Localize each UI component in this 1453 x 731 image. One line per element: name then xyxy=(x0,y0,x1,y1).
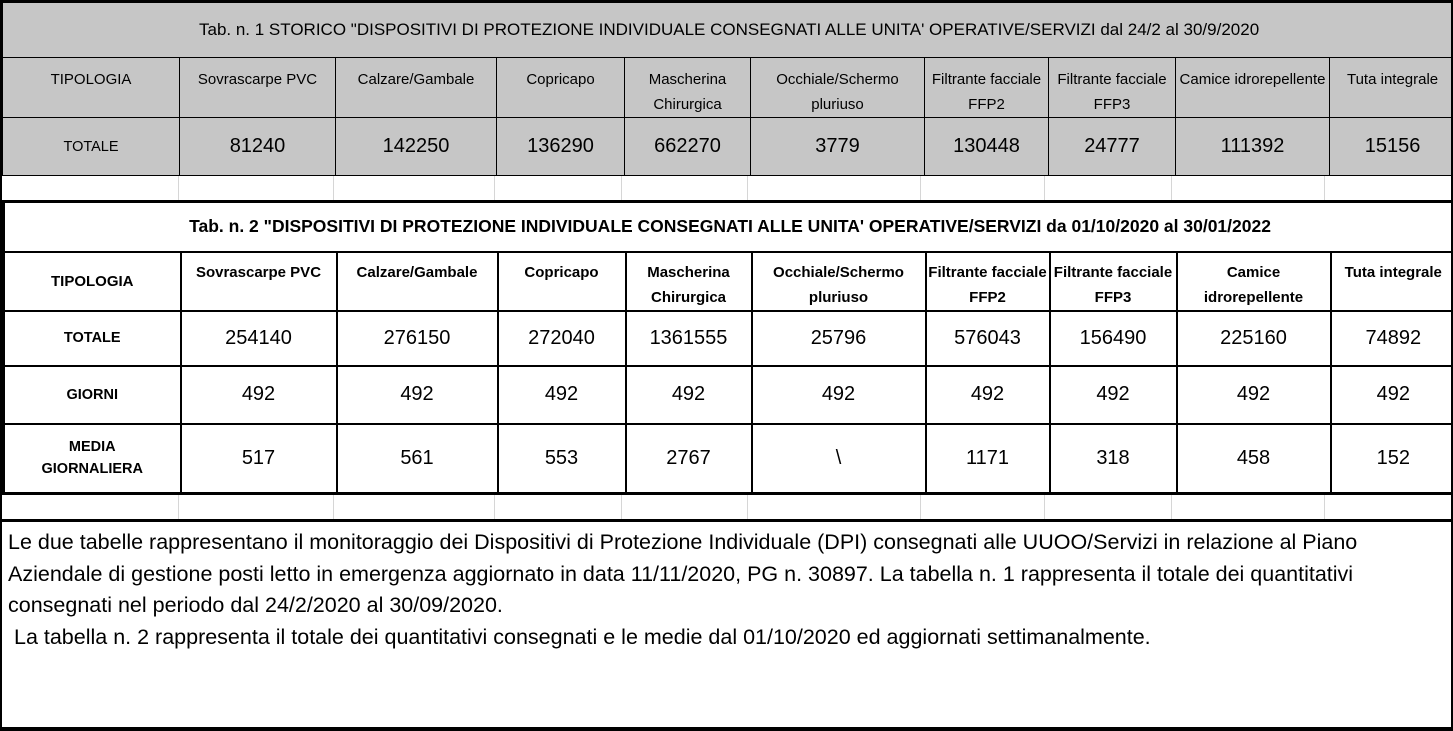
header-cell: Filtrante facciale FFP3 xyxy=(1050,252,1177,311)
header-cell: Calzare/Gambale xyxy=(337,252,498,311)
header-cell: Mascherina Chirurgica xyxy=(626,252,752,311)
header-cell: Filtrante facciale FFP2 xyxy=(925,58,1049,118)
row-label-media-giornaliera: MEDIA GIORNALIERA xyxy=(4,424,181,494)
value-cell: \ xyxy=(752,424,926,494)
spreadsheet-gap-row xyxy=(2,495,1451,519)
header-cell: Calzare/Gambale xyxy=(336,58,497,118)
value-cell: 15156 xyxy=(1330,118,1453,176)
value-cell: 492 xyxy=(1050,366,1177,424)
header-cell-tipologia: TIPOLOGIA xyxy=(3,58,180,118)
value-cell: 492 xyxy=(337,366,498,424)
value-cell: 492 xyxy=(926,366,1050,424)
value-cell: 156490 xyxy=(1050,311,1177,366)
table-row xyxy=(4,366,1453,424)
row-label-totale: TOTALE xyxy=(3,118,180,176)
value-cell: 662270 xyxy=(625,118,751,176)
value-cell: 492 xyxy=(181,366,337,424)
value-cell: 272040 xyxy=(498,311,626,366)
spreadsheet-gap-row xyxy=(2,176,1451,200)
table-2 xyxy=(2,200,1453,495)
value-cell: 225160 xyxy=(1177,311,1331,366)
header-cell: Occhiale/Schermo pluriuso xyxy=(752,252,926,311)
row-label-giorni: GIORNI xyxy=(4,366,181,424)
value-cell: 74892 xyxy=(1331,311,1453,366)
value-cell: 492 xyxy=(752,366,926,424)
value-cell: 1171 xyxy=(926,424,1050,494)
table-row xyxy=(3,118,1453,176)
header-cell: Tuta integrale xyxy=(1331,252,1453,311)
value-cell: 492 xyxy=(1177,366,1331,424)
header-cell: Filtrante facciale FFP3 xyxy=(1049,58,1176,118)
value-cell: 561 xyxy=(337,424,498,494)
notes-paragraph-2: La tabella n. 2 rappresenta il totale dei quantitativi consegnati e le medie dal 01/10/2020 ed aggiornati settimanalmente. xyxy=(8,624,1151,649)
value-cell: 1361555 xyxy=(626,311,752,366)
value-cell: 318 xyxy=(1050,424,1177,494)
table-row xyxy=(4,311,1453,366)
value-cell: 492 xyxy=(498,366,626,424)
value-cell: 276150 xyxy=(337,311,498,366)
value-cell: 254140 xyxy=(181,311,337,366)
table-2-title: Tab. n. 2 "DISPOSITIVI DI PROTEZIONE INDIVIDUALE CONSEGNATI ALLE UNITA' OPERATIVE/SERVIZI da 01/10/2020 al 30/01/2022 xyxy=(4,202,1453,252)
value-cell: 458 xyxy=(1177,424,1331,494)
value-cell: 130448 xyxy=(925,118,1049,176)
value-cell: 111392 xyxy=(1176,118,1330,176)
value-cell: 553 xyxy=(498,424,626,494)
header-cell: Copricapo xyxy=(498,252,626,311)
value-cell: 24777 xyxy=(1049,118,1176,176)
value-cell: 517 xyxy=(181,424,337,494)
header-cell: Camice idrorepellente xyxy=(1177,252,1331,311)
header-cell: Copricapo xyxy=(497,58,625,118)
table-1-storico xyxy=(2,2,1453,176)
value-cell: 136290 xyxy=(497,118,625,176)
table-row xyxy=(4,424,1453,494)
header-cell: Sovrascarpe PVC xyxy=(180,58,336,118)
header-cell: Camice idrorepellente xyxy=(1176,58,1330,118)
table-2-header-row xyxy=(4,252,1453,311)
value-cell: 142250 xyxy=(336,118,497,176)
notes-paragraph-1: Le due tabelle rappresentano il monitoraggio dei Dispositivi di Protezione Individuale (DPI) consegnati alle UUOO/Servizi in relazione al Piano Aziendale di gestione posti letto in emergenza aggiornato in data 11/11/2020, PG n. 30897. La tabella n. 1 rappresenta il totale dei quantitativi consegnati nel periodo dal 24/2/2020 al 30/09/2020. xyxy=(8,530,1363,617)
value-cell: 152 xyxy=(1331,424,1453,494)
row-label-totale: TOTALE xyxy=(4,311,181,366)
value-cell: 25796 xyxy=(752,311,926,366)
table-1-title: Tab. n. 1 STORICO "DISPOSITIVI DI PROTEZIONE INDIVIDUALE CONSEGNATI ALLE UNITA' OPERATIVE/SERVIZI dal 24/2 al 30/9/2020 xyxy=(3,3,1453,58)
header-cell-tipologia: TIPOLOGIA xyxy=(4,252,181,311)
header-cell: Mascherina Chirurgica xyxy=(625,58,751,118)
value-cell: 81240 xyxy=(180,118,336,176)
notes-block xyxy=(2,519,1451,727)
header-cell: Filtrante facciale FFP2 xyxy=(926,252,1050,311)
value-cell: 2767 xyxy=(626,424,752,494)
value-cell: 3779 xyxy=(751,118,925,176)
value-cell: 492 xyxy=(626,366,752,424)
header-cell: Tuta integrale xyxy=(1330,58,1453,118)
value-cell: 492 xyxy=(1331,366,1453,424)
table-1-header-row xyxy=(3,58,1453,118)
value-cell: 576043 xyxy=(926,311,1050,366)
header-cell: Sovrascarpe PVC xyxy=(181,252,337,311)
header-cell: Occhiale/Schermo pluriuso xyxy=(751,58,925,118)
